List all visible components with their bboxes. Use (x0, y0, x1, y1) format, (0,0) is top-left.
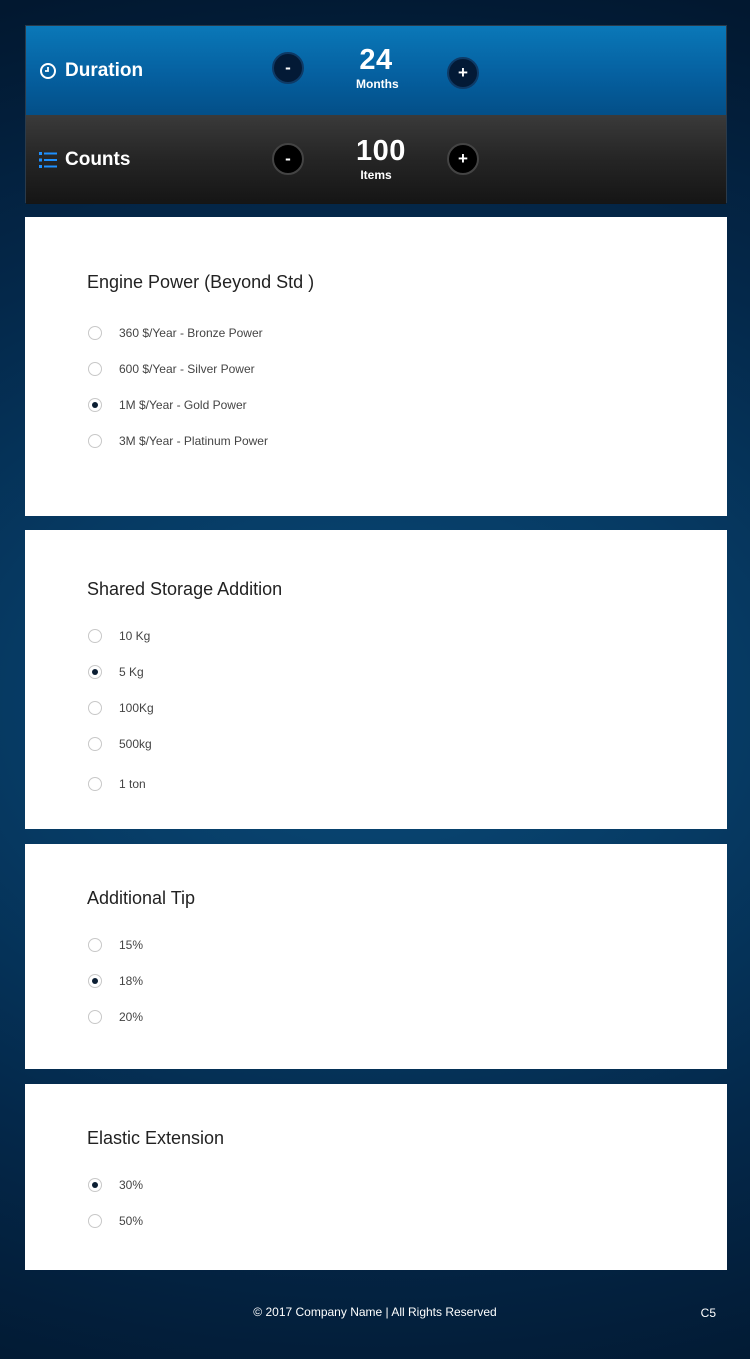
storage-option-10kg[interactable] (88, 629, 150, 643)
footer-code: C5 (700, 1306, 716, 1320)
engine-option-bronze[interactable] (88, 326, 263, 340)
radio-button[interactable] (88, 938, 102, 952)
storage-option-1ton[interactable] (88, 777, 146, 791)
radio-button[interactable] (88, 1010, 102, 1024)
duration-value-group (356, 44, 399, 91)
radio-button[interactable] (88, 629, 102, 643)
option-label: 10 Kg (119, 629, 151, 643)
tip-option-20[interactable] (88, 1010, 143, 1024)
elastic-extension-title: Elastic Extension (87, 1128, 225, 1148)
list-icon (39, 151, 57, 169)
option-label: 1M $/Year - Gold Power (119, 398, 247, 412)
option-label: 360 $/Year - Bronze Power (119, 326, 263, 340)
shared-storage-card (25, 530, 727, 829)
storage-option-5kg[interactable] (88, 665, 144, 679)
counts-increase-button[interactable]: + (447, 143, 479, 175)
counts-value: 100 (356, 135, 406, 167)
duration-label-group (39, 60, 143, 82)
option-label: 500kg (119, 737, 152, 751)
counts-label-group (39, 149, 130, 171)
option-label: 3M $/Year - Platinum Power (119, 434, 268, 448)
duration-decrease-button[interactable]: - (272, 52, 304, 84)
counts-unit: Items (360, 168, 392, 182)
duration-label: Duration (65, 59, 144, 81)
radio-button[interactable] (88, 974, 102, 988)
engine-option-platinum[interactable] (88, 434, 268, 448)
option-label: 1 ton (119, 777, 146, 791)
engine-power-card (25, 217, 727, 516)
engine-power-title: Engine Power (Beyond Std ) (87, 272, 315, 292)
duration-unit: Months (356, 77, 399, 91)
radio-button[interactable] (88, 665, 102, 679)
engine-option-gold[interactable] (88, 398, 247, 412)
duration-increase-button[interactable]: + (447, 57, 479, 89)
stepper-panel (25, 25, 727, 203)
tip-option-15[interactable] (88, 938, 143, 952)
counts-row (26, 115, 726, 204)
shared-storage-title: Shared Storage Addition (87, 579, 283, 599)
tip-option-18[interactable] (88, 974, 143, 988)
elastic-option-30[interactable] (88, 1178, 143, 1192)
additional-tip-title: Additional Tip (87, 888, 196, 908)
option-label: 100Kg (119, 701, 154, 715)
radio-button[interactable] (88, 398, 102, 412)
radio-button[interactable] (88, 434, 102, 448)
radio-button[interactable] (88, 1178, 102, 1192)
clock-icon (39, 62, 57, 80)
duration-row (26, 26, 726, 115)
elastic-extension-card (25, 1084, 727, 1270)
option-label: 5 Kg (119, 665, 144, 679)
radio-button[interactable] (88, 362, 102, 376)
radio-button[interactable] (88, 1214, 102, 1228)
radio-button[interactable] (88, 326, 102, 340)
additional-tip-card (25, 844, 727, 1069)
radio-button[interactable] (88, 777, 102, 791)
counts-decrease-button[interactable]: - (272, 143, 304, 175)
counts-value-group (356, 135, 406, 182)
duration-value: 24 (359, 44, 393, 76)
option-label: 50% (119, 1214, 144, 1228)
radio-button[interactable] (88, 701, 102, 715)
footer-copyright: © 2017 Company Name | All Rights Reserved (253, 1305, 497, 1319)
option-label: 15% (119, 938, 144, 952)
option-label: 600 $/Year - Silver Power (119, 362, 255, 376)
elastic-option-50[interactable] (88, 1214, 143, 1228)
option-label: 30% (119, 1178, 144, 1192)
counts-label: Counts (65, 148, 131, 170)
storage-option-100kg[interactable] (88, 701, 154, 715)
radio-button[interactable] (88, 737, 102, 751)
storage-option-500kg[interactable] (88, 737, 152, 751)
option-label: 20% (119, 1010, 144, 1024)
option-label: 18% (119, 974, 144, 988)
engine-option-silver[interactable] (88, 362, 255, 376)
